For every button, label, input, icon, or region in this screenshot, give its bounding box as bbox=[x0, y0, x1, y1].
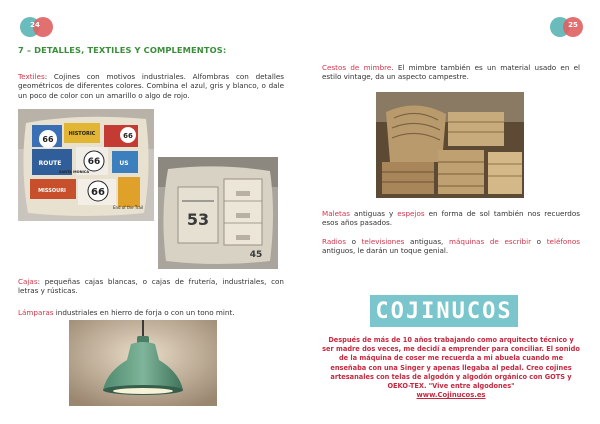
maletas-paragraph bbox=[322, 209, 580, 228]
pillow-66-b: 66 bbox=[87, 157, 101, 167]
textiles-text: : Cojines con motivos industriales. Alfombras con detalles geométricos de diferentes colores. Combina el azul, gris y blanco, o dale un poco de color con un amarillo o algo de rojo. bbox=[18, 72, 284, 100]
lamparas-text: industriales en hierro de forja o con un tono mint. bbox=[53, 308, 235, 317]
wicker-baskets-photo bbox=[376, 92, 524, 198]
telefonos-label: teléfonos bbox=[546, 237, 580, 246]
cojinucos-logo bbox=[370, 295, 518, 327]
maletas-mid: antiguas y bbox=[350, 209, 398, 218]
pillow-66-c: 66 bbox=[91, 187, 105, 198]
pillow-66-a: 66 bbox=[42, 135, 54, 144]
radios-text: antiguos, le darán un toque genial. bbox=[322, 246, 449, 256]
mint-lamp-photo bbox=[69, 320, 217, 406]
pillow-santa-monica: SANTA MONICA bbox=[58, 170, 90, 174]
pillow-us: US bbox=[119, 160, 129, 167]
page-number: 25 bbox=[568, 21, 578, 29]
route66-pillow-photo bbox=[18, 109, 154, 221]
espejos-label: espejos bbox=[397, 209, 425, 218]
about-text: Después de más de 10 años trabajando como arquitecto técnico y ser madre dos veces, me decidí a emprender para conciliar. El sonido de la máquina de coser me recuerda a mi abuela cuando me enseñaba con una Singer y apenas llegaba al pedal. Creo cojines artesanales con telas de algodón y algodón orgánico con GOTS y OEKO-TEX. "Vive entre algodones" bbox=[322, 336, 580, 391]
page-number: 24 bbox=[30, 21, 40, 29]
pillow-missouri: MISSOURI bbox=[38, 188, 66, 194]
lamparas-label: Lámparas bbox=[18, 308, 54, 317]
cestos-text: . El mimbre también es un material usado en el estilo vintage, da un aspecto campestre. bbox=[322, 63, 581, 82]
route66-pillow-image bbox=[18, 109, 154, 221]
radios-mid2: antiguas, bbox=[404, 237, 449, 246]
radios-paragraph bbox=[322, 237, 580, 256]
radios-label: Radios bbox=[322, 237, 346, 246]
cajas-label: Cajas bbox=[18, 277, 38, 286]
maquinas-label: máquinas de escribir bbox=[448, 237, 532, 246]
industrial-pillow-photo bbox=[158, 157, 278, 269]
maletas-text: en forma de sol también nos recuerdos esos años pasados. bbox=[322, 209, 580, 228]
pillow-end-of-trail: End of the Trail bbox=[112, 205, 144, 210]
pillow-historic: HISTORIC bbox=[68, 131, 96, 137]
page-number-badge bbox=[20, 17, 56, 37]
lamparas-paragraph bbox=[18, 308, 284, 317]
cestos-label: Cestos de mimbre bbox=[322, 63, 392, 72]
logo-text: COJINUCOS bbox=[375, 298, 513, 324]
wicker-baskets-image bbox=[376, 92, 524, 198]
industrial-pillow-image bbox=[158, 157, 278, 269]
textiles-paragraph bbox=[18, 72, 284, 100]
pillow-53: 53 bbox=[186, 210, 210, 229]
televisiones-label: televisiones bbox=[361, 237, 405, 246]
pillow-66-d: 66 bbox=[123, 132, 133, 140]
pillow-route: ROUTE bbox=[38, 160, 62, 167]
section-title: 7 – DETALLES, TEXTILES Y COMPLEMENTOS: bbox=[18, 45, 227, 55]
mint-lamp-image bbox=[69, 320, 217, 406]
pillow-45: 45 bbox=[249, 250, 263, 260]
textiles-label: Textiles bbox=[18, 72, 45, 81]
maletas-label: Maletas bbox=[322, 209, 350, 218]
cajas-text: : pequeñas cajas blancas, o cajas de frutería, industriales, con letras y rústicas. bbox=[18, 277, 284, 296]
cestos-paragraph bbox=[322, 63, 580, 82]
website-link[interactable]: www.Cojinucos.es bbox=[416, 391, 486, 399]
radios-mid1: o bbox=[345, 237, 362, 246]
radios-mid3: o bbox=[531, 237, 547, 246]
page-number-badge bbox=[550, 17, 586, 37]
cajas-paragraph bbox=[18, 277, 284, 296]
